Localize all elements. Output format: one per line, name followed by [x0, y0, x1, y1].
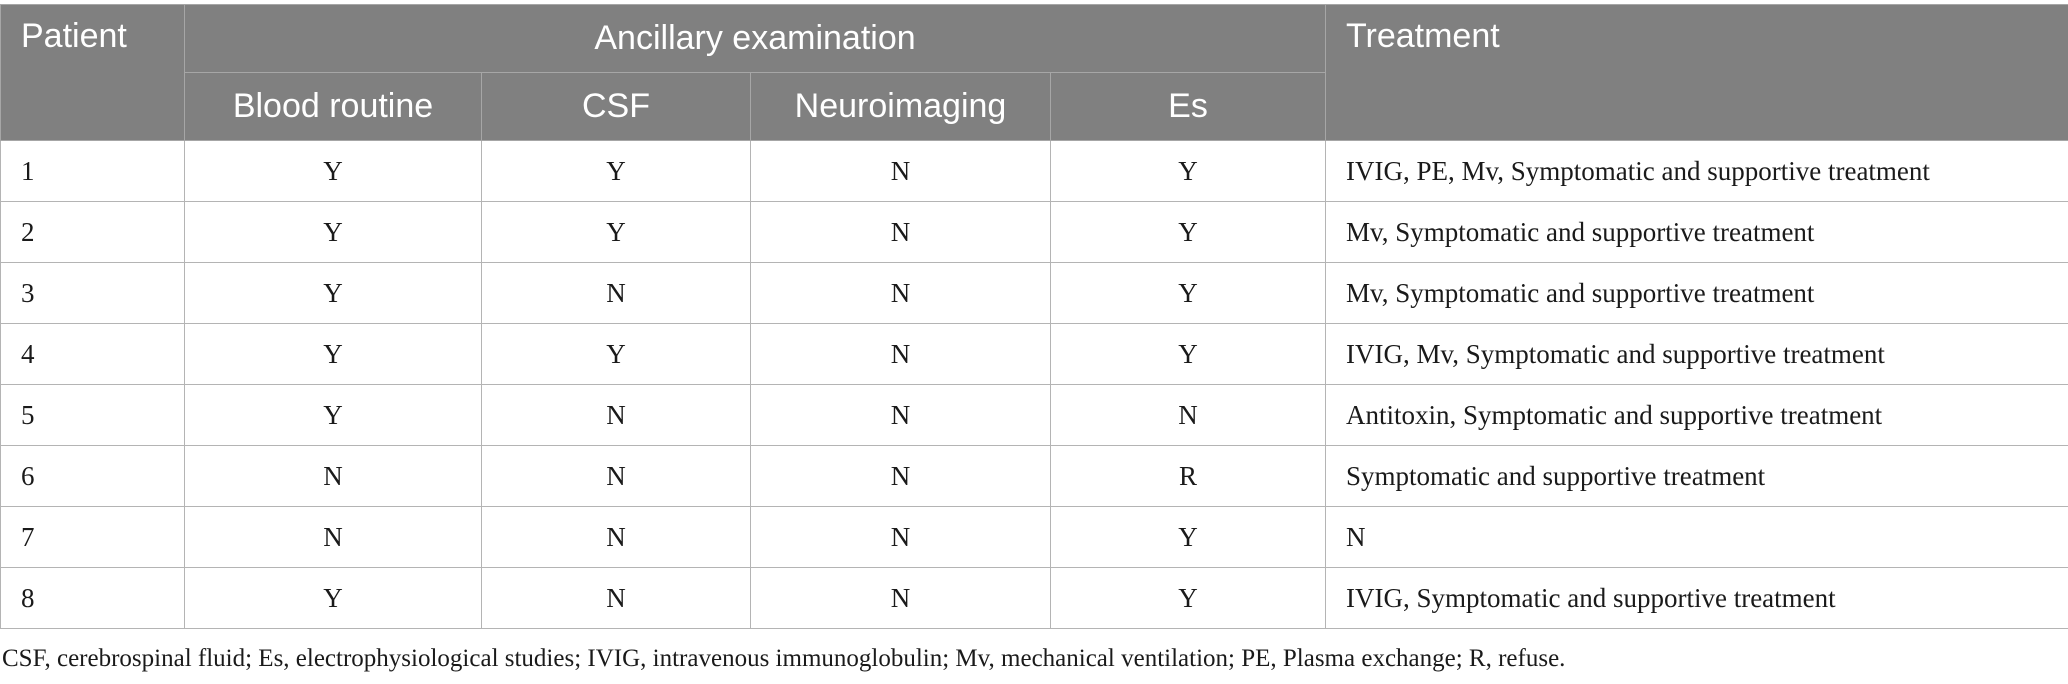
cell-blood-routine: Y — [185, 568, 482, 629]
cell-treatment: Mv, Symptomatic and supportive treatment — [1326, 263, 2068, 324]
cell-blood-routine: Y — [185, 141, 482, 202]
header-csf: CSF — [482, 73, 751, 141]
cell-csf: Y — [482, 324, 751, 385]
table-footnote: CSF, cerebrospinal fluid; Es, electrophysiological studies; IVIG, intravenous immunoglobulin; Mv, mechanical ventilation; PE, Plasma exchange; R, refuse. — [2, 645, 1566, 672]
cell-patient: 4 — [1, 324, 185, 385]
cell-patient: 6 — [1, 446, 185, 507]
cell-csf: N — [482, 446, 751, 507]
table-row — [1, 568, 2068, 629]
table-row — [1, 202, 2068, 263]
data-table — [0, 4, 2068, 629]
cell-treatment: IVIG, PE, Mv, Symptomatic and supportive treatment — [1326, 141, 2068, 202]
cell-treatment: Antitoxin, Symptomatic and supportive treatment — [1326, 385, 2068, 446]
cell-csf: N — [482, 507, 751, 568]
cell-neuroimaging: N — [751, 385, 1051, 446]
header-es: Es — [1051, 73, 1326, 141]
cell-neuroimaging: N — [751, 202, 1051, 263]
cell-treatment: IVIG, Mv, Symptomatic and supportive treatment — [1326, 324, 2068, 385]
header-neuroimaging: Neuroimaging — [751, 73, 1051, 141]
cell-es: Y — [1051, 507, 1326, 568]
cell-patient: 8 — [1, 568, 185, 629]
cell-es: Y — [1051, 141, 1326, 202]
table-row — [1, 263, 2068, 324]
header-ancillary-examination: Ancillary examination — [185, 5, 1326, 73]
cell-neuroimaging: N — [751, 507, 1051, 568]
table-row — [1, 324, 2068, 385]
cell-neuroimaging: N — [751, 263, 1051, 324]
header-patient: Patient — [1, 5, 185, 141]
cell-csf: N — [482, 385, 751, 446]
cell-csf: Y — [482, 202, 751, 263]
cell-csf: Y — [482, 141, 751, 202]
cell-es: Y — [1051, 263, 1326, 324]
header-treatment: Treatment — [1326, 5, 2068, 141]
cell-patient: 1 — [1, 141, 185, 202]
table-row — [1, 507, 2068, 568]
table-row — [1, 385, 2068, 446]
cell-patient: 7 — [1, 507, 185, 568]
cell-neuroimaging: N — [751, 446, 1051, 507]
cell-treatment: IVIG, Symptomatic and supportive treatment — [1326, 568, 2068, 629]
cell-es: Y — [1051, 202, 1326, 263]
cell-patient: 5 — [1, 385, 185, 446]
header-blood-routine: Blood routine — [185, 73, 482, 141]
table-row — [1, 141, 2068, 202]
cell-blood-routine: Y — [185, 385, 482, 446]
cell-es: R — [1051, 446, 1326, 507]
cell-blood-routine: Y — [185, 263, 482, 324]
cell-es: Y — [1051, 568, 1326, 629]
cell-neuroimaging: N — [751, 324, 1051, 385]
cell-es: Y — [1051, 324, 1326, 385]
cell-csf: N — [482, 568, 751, 629]
cell-patient: 2 — [1, 202, 185, 263]
header-row-top — [1, 5, 2068, 73]
cell-blood-routine: N — [185, 446, 482, 507]
cell-blood-routine: Y — [185, 324, 482, 385]
cell-neuroimaging: N — [751, 568, 1051, 629]
cell-es: N — [1051, 385, 1326, 446]
cell-blood-routine: Y — [185, 202, 482, 263]
cell-neuroimaging: N — [751, 141, 1051, 202]
table-row — [1, 446, 2068, 507]
cell-blood-routine: N — [185, 507, 482, 568]
cell-treatment: N — [1326, 507, 2068, 568]
cell-treatment: Symptomatic and supportive treatment — [1326, 446, 2068, 507]
cell-treatment: Mv, Symptomatic and supportive treatment — [1326, 202, 2068, 263]
cell-patient: 3 — [1, 263, 185, 324]
cell-csf: N — [482, 263, 751, 324]
